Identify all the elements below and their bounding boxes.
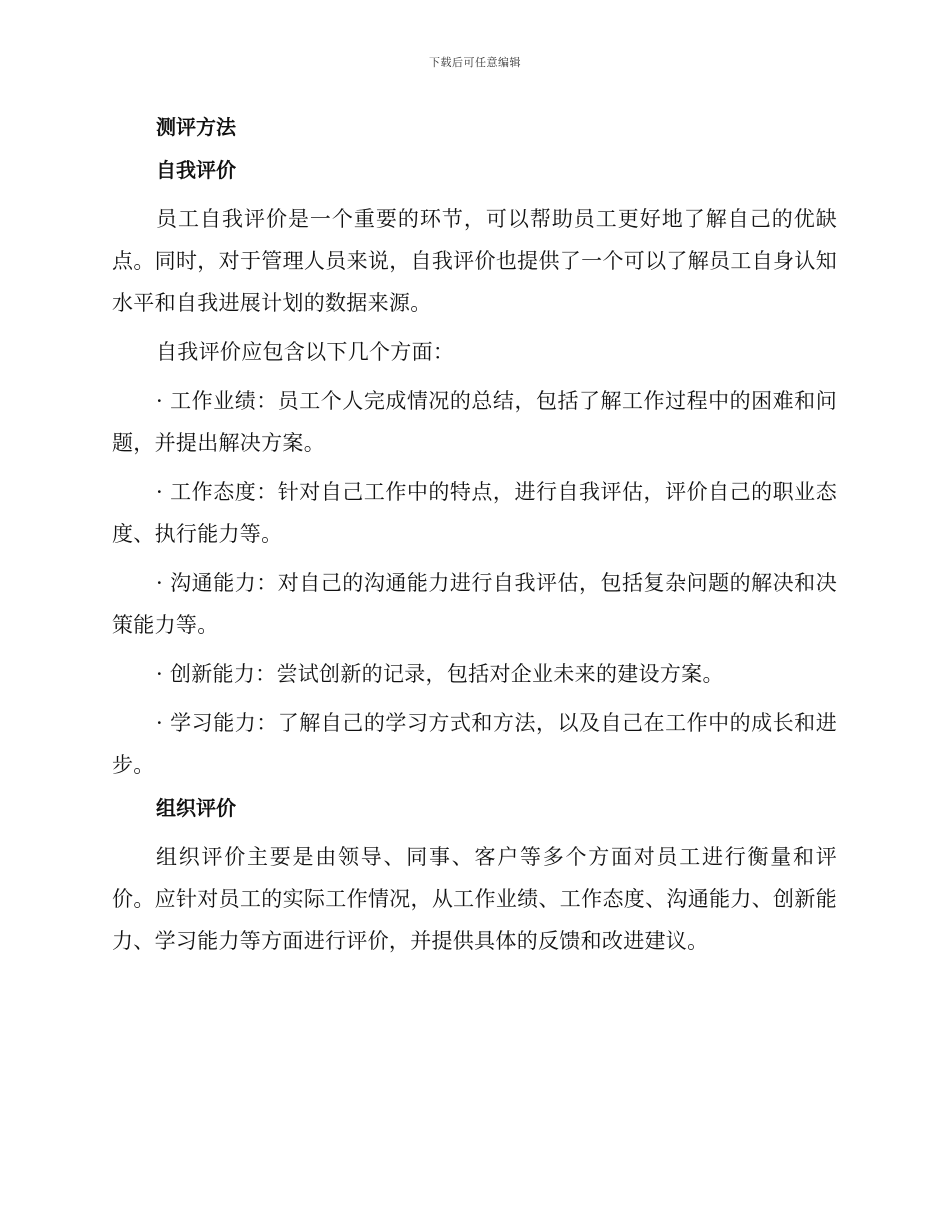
page-header-note: 下载后可任意编辑 xyxy=(429,56,521,69)
heading-self-evaluation: 自我评价 xyxy=(156,158,236,182)
bullet-learning: · 学习能力：了解自己的学习方式和方法，以及自己在工作中的成长和进步。 xyxy=(112,711,837,777)
paragraph-organization-evaluation: 组织评价主要是由领导、同事、客户等多个方面对员工进行衡量和评价。应针对员工的实际工作情况，从工作业绩、工作态度、沟通能力、创新能力、学习能力等方面进行评价，并提供具体的反馈和改进建议。 xyxy=(112,845,837,953)
bullet-work-attitude: · 工作态度：针对自己工作中的特点，进行自我评估，评价自己的职业态度、执行能力等。 xyxy=(112,480,837,546)
heading-assessment-method: 测评方法 xyxy=(156,115,236,139)
heading-organization-evaluation: 组织评价 xyxy=(156,796,236,820)
bullet-work-performance: · 工作业绩：员工个人完成情况的总结，包括了解工作过程中的困难和问题，并提出解决方案。 xyxy=(112,389,837,455)
bullet-communication: · 沟通能力：对自己的沟通能力进行自我评估，包括复杂问题的解决和决策能力等。 xyxy=(112,571,837,637)
paragraph-aspects-lead: 自我评价应包含以下几个方面： xyxy=(156,340,455,364)
document-body xyxy=(112,112,837,969)
paragraph-self-evaluation-intro: 员工自我评价是一个重要的环节，可以帮助员工更好地了解自己的优缺点。同时，对于管理人员来说，自我评价也提供了一个可以了解员工自身认知水平和自我进展计划的数据来源。 xyxy=(112,207,837,315)
bullet-innovation: · 创新能力：尝试创新的记录，包括对企业未来的建设方案。 xyxy=(156,662,724,686)
